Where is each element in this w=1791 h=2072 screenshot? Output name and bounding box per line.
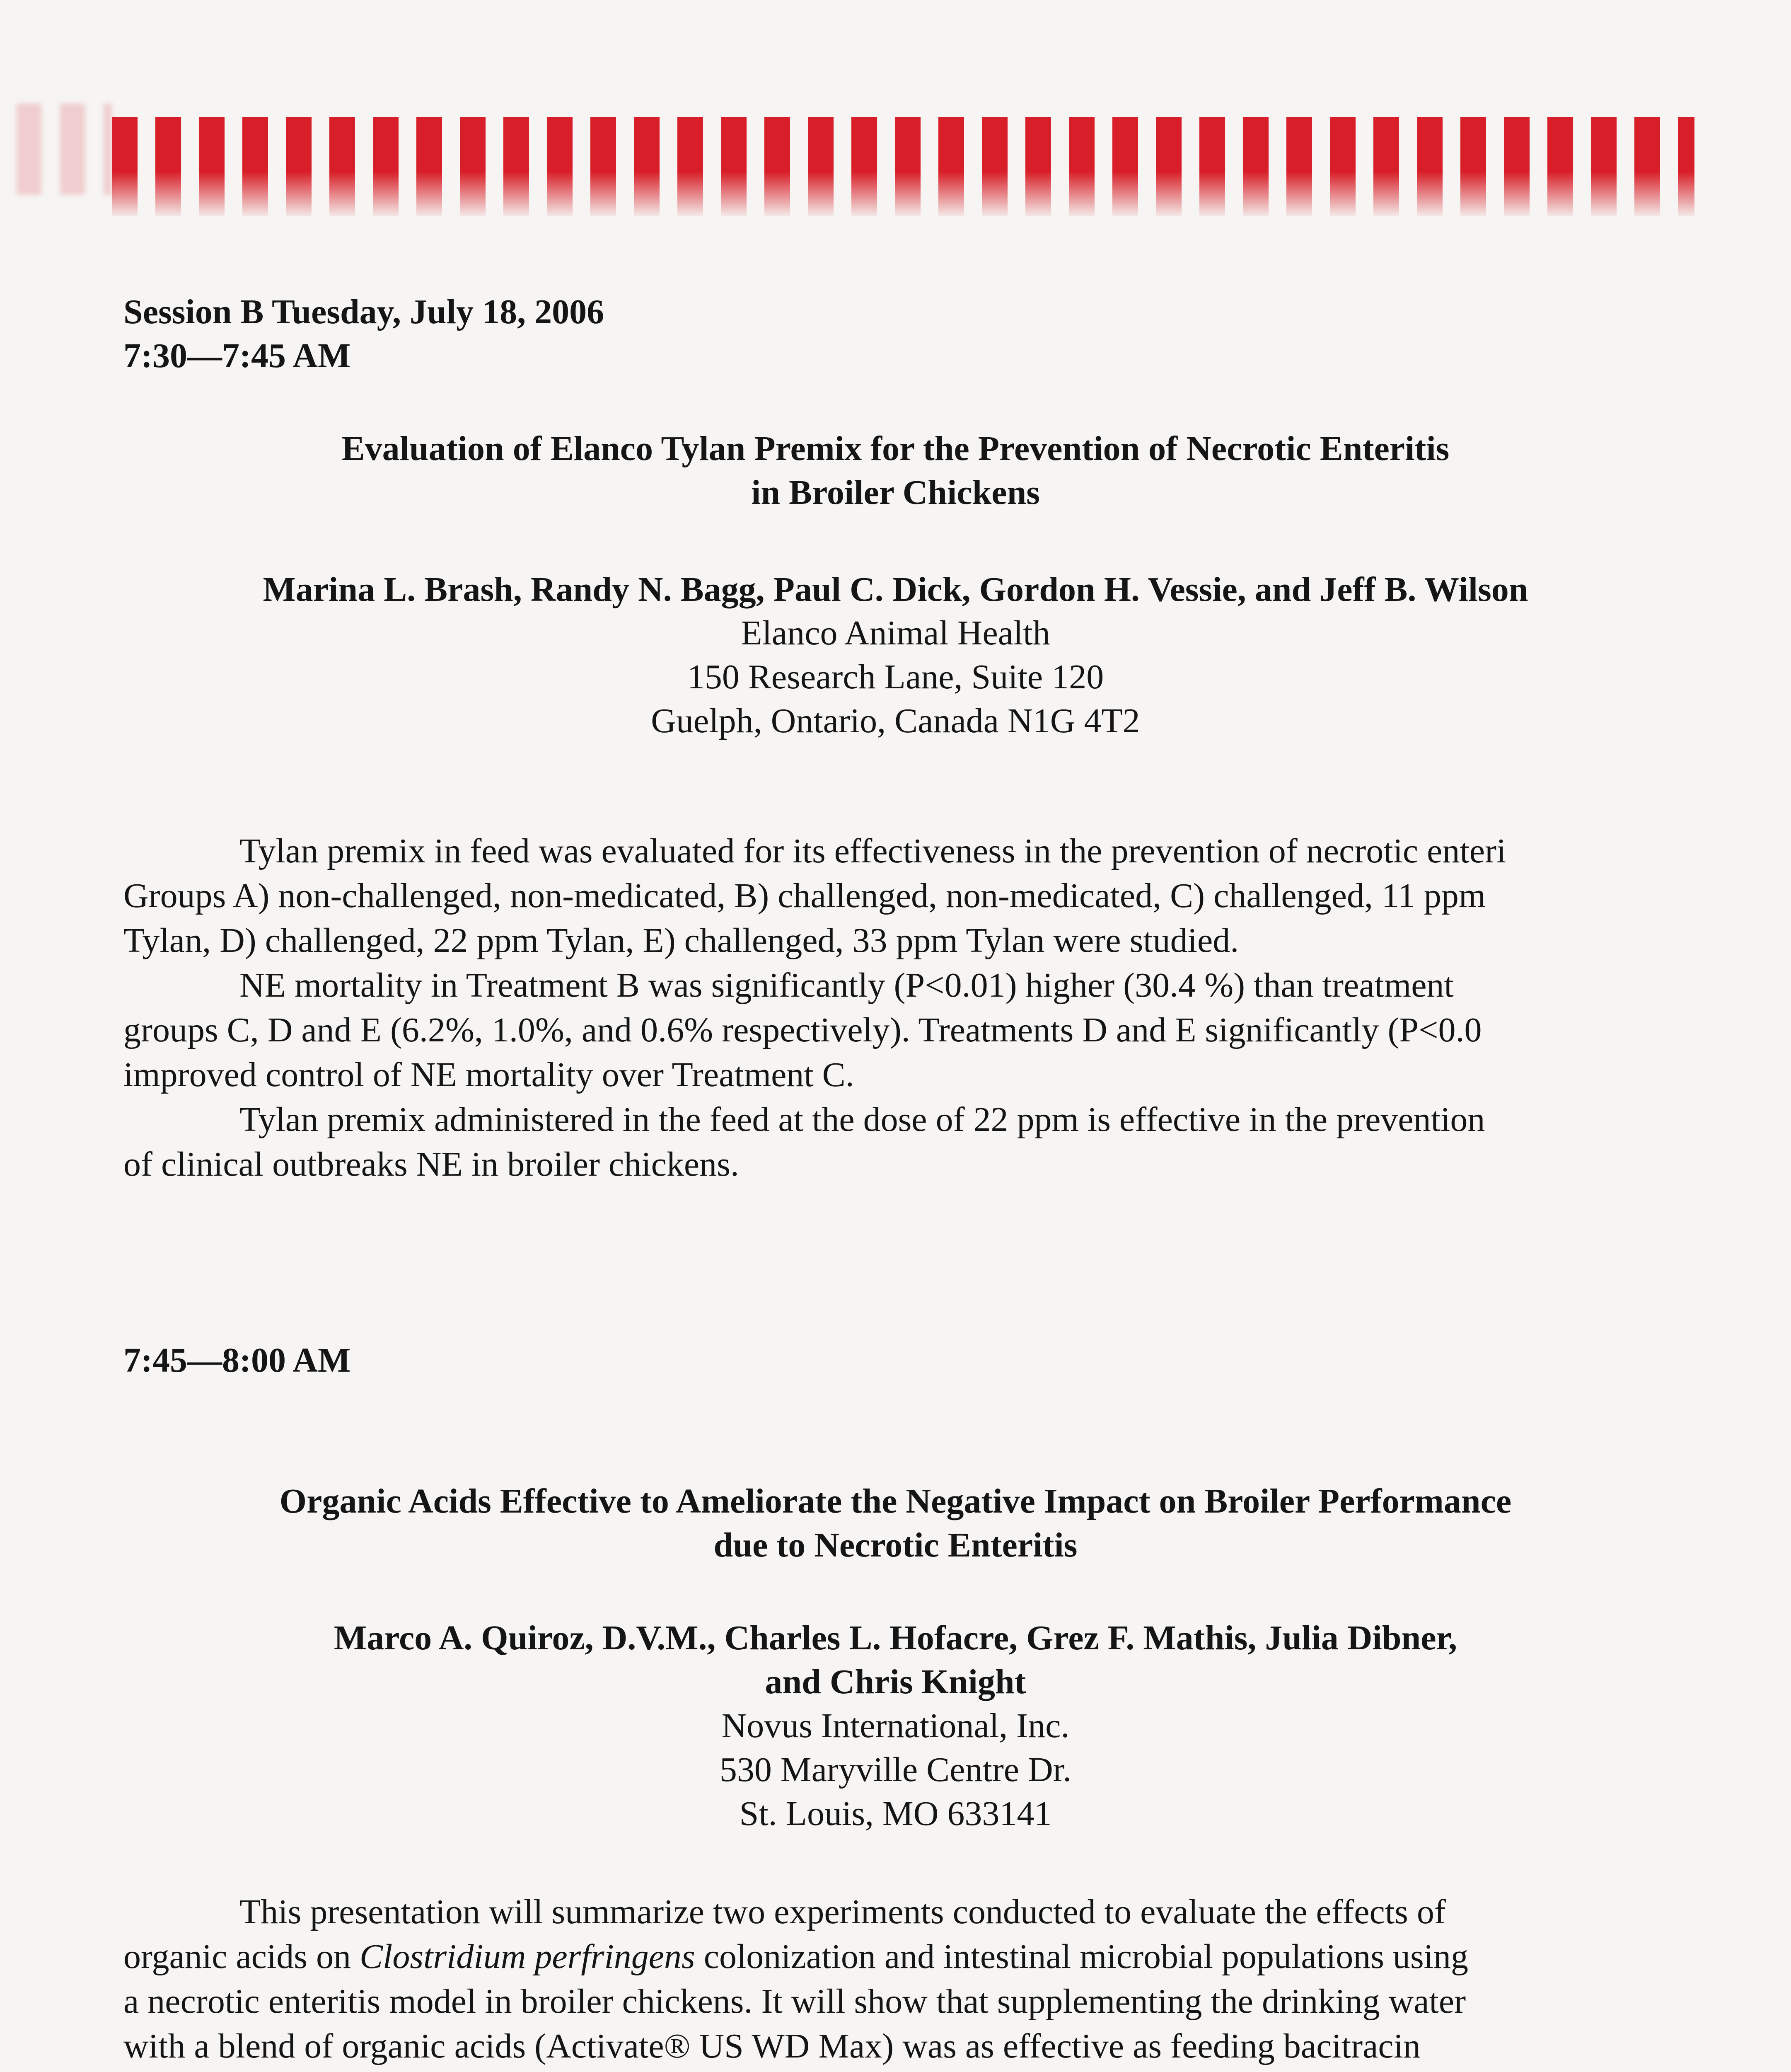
talk2-abstract-line: a necrotic enteritis model in broiler chickens. It will show that supplementing the drinking water — [123, 1982, 1466, 2021]
talk2-authors — [0, 1616, 1791, 1704]
talk1-abstract-line: NE mortality in Treatment B was significantly (P<0.01) higher (30.4 %) than treatment — [239, 966, 1454, 1005]
session-heading-block — [123, 290, 604, 378]
header-stripe-ghost — [17, 104, 112, 195]
talk1-affiliation: Elanco Animal Health — [741, 614, 1050, 652]
talk2-affiliation: Novus International, Inc. — [721, 1706, 1070, 1745]
talk2-address-1: 530 Maryville Centre Dr. — [719, 1750, 1072, 1789]
talk2-abstract-line: with a blend of organic acids (Activate® US WD Max) was as effective as feeding bacitracin — [123, 2027, 1421, 2065]
talk2-abstract-text: colonization and intestinal microbial populations using — [695, 1937, 1469, 1976]
talk1-address-2: Guelph, Ontario, Canada N1G 4T2 — [651, 702, 1140, 740]
talk1-abstract-line: Tylan premix in feed was evaluated for its effectiveness in the prevention of necrotic enteri — [239, 832, 1506, 870]
talk2-address-2: St. Louis, MO 633141 — [739, 1794, 1052, 1833]
talk1-address-1: 150 Research Lane, Suite 120 — [687, 658, 1104, 696]
talk1-affiliation-block — [0, 611, 1791, 743]
talk2-abstract-text: organic acids on — [123, 1937, 360, 1976]
organism-name: Clostridium perfringens — [359, 1937, 695, 1976]
talk2-authors-line-1: Marco A. Quiroz, D.V.M., Charles L. Hofacre, Grez F. Mathis, Julia Dibner, — [334, 1619, 1457, 1657]
talk2-title-line-2: due to Necrotic Enteritis — [713, 1526, 1078, 1564]
talk2-abstract-line: This presentation will summarize two experiments conducted to evaluate the effects of — [239, 1893, 1446, 1931]
talk1-authors: Marina L. Brash, Randy N. Bagg, Paul C. Dick, Gordon H. Vessie, and Jeff B. Wilson — [263, 570, 1528, 609]
session-heading: Session B Tuesday, July 18, 2006 — [123, 293, 604, 331]
talk1-abstract-line: Tylan, D) challenged, 22 ppm Tylan, E) challenged, 33 ppm Tylan were studied. — [123, 921, 1239, 960]
talk2-time: 7:45—8:00 AM — [123, 1341, 351, 1380]
talk1-title-line-1: Evaluation of Elanco Tylan Premix for the Prevention of Necrotic Enteritis — [341, 429, 1450, 468]
talk1-abstract — [123, 829, 1698, 1187]
talk2-abstract-line — [123, 1934, 1698, 1979]
talk2-affiliation-block — [0, 1704, 1791, 1836]
talk1-abstract-line: Tylan premix administered in the feed at the dose of 22 ppm is effective in the prevention — [239, 1100, 1485, 1139]
talk1-title — [0, 427, 1791, 515]
talk1-abstract-line: groups C, D and E (6.2%, 1.0%, and 0.6% respectively). Treatments D and E significantly (P<0.0 — [123, 1011, 1482, 1049]
talk2-abstract — [123, 1890, 1698, 2072]
header-stripe-band — [112, 117, 1694, 216]
talk1-abstract-line: Groups A) non-challenged, non-medicated, B) challenged, non-medicated, C) challenged, 11 ppm — [123, 876, 1486, 915]
talk2-abstract-line — [123, 2069, 1698, 2072]
talk1-title-line-2: in Broiler Chickens — [751, 473, 1040, 512]
talk1-abstract-line: improved control of NE mortality over Treatment C. — [123, 1055, 854, 1094]
talk2-title — [0, 1479, 1791, 1567]
talk1-abstract-line: of clinical outbreaks NE in broiler chickens. — [123, 1145, 739, 1184]
talk2-title-line-1: Organic Acids Effective to Ameliorate the Negative Impact on Broiler Performance — [279, 1482, 1512, 1520]
session-time-1: 7:30—7:45 AM — [123, 336, 351, 375]
talk2-authors-line-2: and Chris Knight — [765, 1663, 1026, 1701]
